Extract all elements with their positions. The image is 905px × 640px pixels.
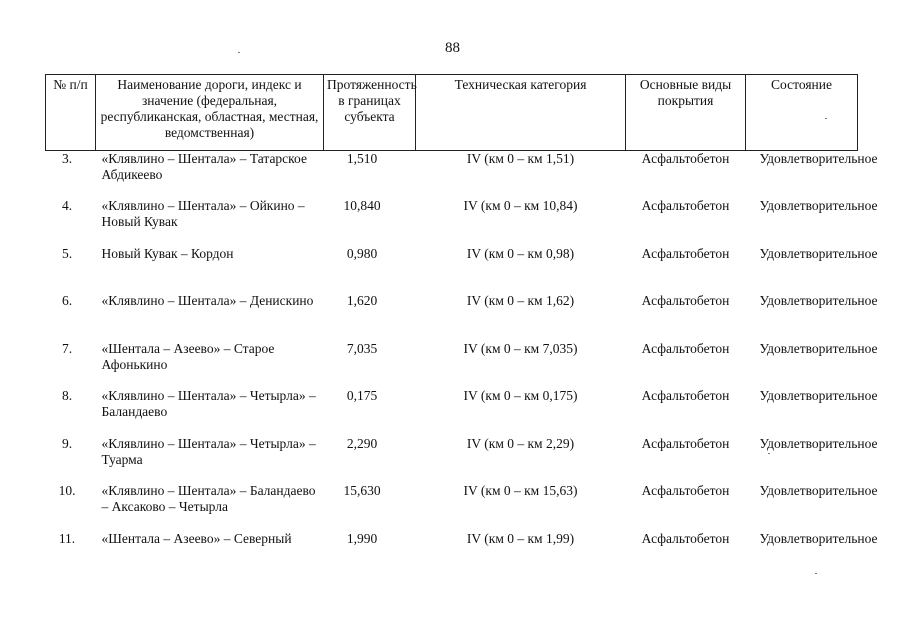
cell-coverage: Асфальтобетон xyxy=(641,245,730,261)
page-number: 88 xyxy=(445,40,460,56)
table-row xyxy=(46,198,858,246)
cell-length: 15,630 xyxy=(343,483,381,498)
cell-length: 1,510 xyxy=(346,151,378,166)
cell-num: 7. xyxy=(61,340,73,356)
cell-coverage: Асфальтобетон xyxy=(641,293,730,308)
cell-state: Удовлетворительное xyxy=(759,151,878,166)
cell-state: Удовлетворительное xyxy=(759,293,878,308)
table-row xyxy=(46,436,858,484)
cell-coverage: Асфальтобетон xyxy=(641,435,730,451)
cell-road-name: «Клявлино – Шентала» – Ойкино – Новый Кувак xyxy=(101,198,305,229)
table-row xyxy=(46,246,858,294)
table-row xyxy=(46,293,858,341)
cell-coverage: Асфальтобетон xyxy=(641,483,730,498)
cell-length: 0,175 xyxy=(346,388,378,403)
cell-num: 10. xyxy=(58,483,76,498)
scan-speck xyxy=(238,52,240,53)
table-row xyxy=(46,151,858,199)
cell-length: 0,980 xyxy=(346,245,378,261)
cell-road-name: «Клявлино – Шентала» – Четырла» – Туарма xyxy=(101,435,316,467)
cell-num: 5. xyxy=(61,245,73,261)
cell-category: IV (км 0 – км 15,63) xyxy=(463,483,578,498)
cell-length: 1,990 xyxy=(346,530,378,546)
cell-num: 11. xyxy=(58,530,76,546)
cell-length: 10,840 xyxy=(343,198,381,213)
cell-category: IV (км 0 – км 1,51) xyxy=(466,151,575,166)
cell-num: 3. xyxy=(61,151,73,166)
cell-category: IV (км 0 – км 2,29) xyxy=(466,435,575,451)
cell-state: Удовлетворительное xyxy=(759,388,878,403)
cell-length: 2,290 xyxy=(346,435,378,451)
roads-table xyxy=(45,74,878,578)
header-state: Состояние xyxy=(746,75,858,151)
cell-num: 9. xyxy=(61,435,73,451)
cell-category: IV (км 0 – км 0,98) xyxy=(466,245,575,261)
cell-num: 4. xyxy=(61,198,73,213)
cell-coverage: Асфальтобетон xyxy=(641,388,730,403)
cell-num: 8. xyxy=(61,388,73,403)
header-num: № п/п xyxy=(46,75,96,151)
table-row xyxy=(46,388,858,436)
cell-road-name: «Шентала – Азеево» – Северный xyxy=(101,530,292,546)
cell-category: IV (км 0 – км 7,035) xyxy=(463,340,578,356)
scan-speck xyxy=(825,118,827,119)
scan-speck xyxy=(768,453,770,454)
table-row xyxy=(46,483,858,531)
cell-state: Удовлетворительное xyxy=(759,435,878,451)
header-road-name: Наименование дороги, индекс и значение (федеральная, республиканская, областная, местная, ведомственная) xyxy=(96,75,324,151)
cell-coverage: Асфальтобетон xyxy=(641,151,730,166)
cell-length: 1,620 xyxy=(346,293,378,308)
cell-coverage: Асфальтобетон xyxy=(641,198,730,213)
scan-speck xyxy=(815,573,817,574)
cell-category: IV (км 0 – км 0,175) xyxy=(463,388,578,403)
table-row xyxy=(46,341,858,389)
table-header-row xyxy=(46,75,858,151)
cell-road-name: «Клявлино – Шентала» – Денискино xyxy=(101,293,314,308)
cell-length: 7,035 xyxy=(346,340,378,356)
cell-num: 6. xyxy=(61,293,73,308)
cell-state: Удовлетворительное xyxy=(759,198,878,213)
cell-road-name: «Клявлино – Шентала» – Баландаево – Аксаково – Четырла xyxy=(101,483,316,514)
cell-category: IV (км 0 – км 10,84) xyxy=(463,198,578,213)
header-category: Техническая категория xyxy=(416,75,626,151)
cell-road-name: «Шентала – Азеево» – Старое Афонькино xyxy=(101,340,275,372)
cell-coverage: Асфальтобетон xyxy=(641,530,730,546)
cell-category: IV (км 0 – км 1,99) xyxy=(466,530,575,546)
cell-road-name: Новый Кувак – Кордон xyxy=(101,245,234,261)
cell-category: IV (км 0 – км 1,62) xyxy=(466,293,575,308)
cell-road-name: «Клявлино – Шентала» – Татарское Абдикеево xyxy=(101,151,307,182)
table-row xyxy=(46,531,858,579)
cell-road-name: «Клявлино – Шентала» – Четырла» – Баландаево xyxy=(101,388,316,419)
cell-coverage: Асфальтобетон xyxy=(641,340,730,356)
cell-state: Удовлетворительное xyxy=(759,530,878,546)
cell-state: Удовлетворительное xyxy=(759,483,878,498)
cell-state: Удовлетворительное xyxy=(759,245,878,261)
header-coverage: Основные виды покрытия xyxy=(626,75,746,151)
cell-state: Удовлетворительное xyxy=(759,340,878,356)
header-length: Протяженность в границах субъекта xyxy=(324,75,416,151)
